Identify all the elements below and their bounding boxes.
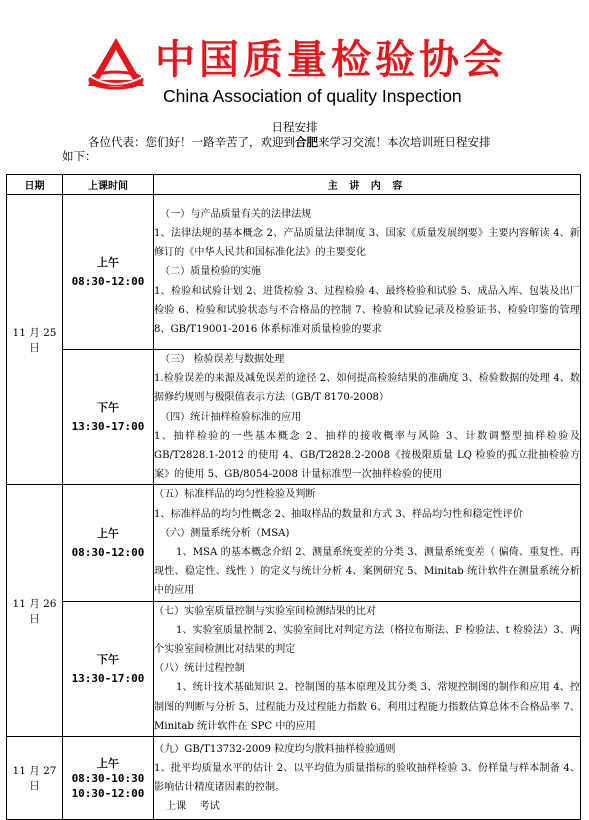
schedule-table (6, 174, 581, 820)
table-row (7, 485, 581, 601)
section-body: 1、检验和试验计划 2、进货检验 3、过程检验 4、最终检验和试验 5、成品入库、包装及出厂检验 6、检验和试验状态与不合格品的控制 7、检验和试验记录及检验证书、检验印鉴的管理 8、GB/T19001-2016 体系标准对质量检验的要求 (154, 285, 580, 335)
period-label: 下午 (97, 652, 119, 666)
header-date: 日期 (7, 175, 63, 195)
section-body: 1、统计技术基础知识 2、控制图的基本原理及其分类 3、常规控制图的制作和应用 4、控制图的判断与分析 5、过程能力及过程能力指数 6、利用过程能力指数估算总体不合格品率 7、Minitab 统计软件在 SPC 中的应用 (154, 682, 580, 732)
time-range: 08:30-12:00 (71, 546, 145, 560)
content-cell (154, 350, 581, 485)
greeting-line2: 如下： (62, 149, 97, 163)
content-cell (154, 485, 581, 601)
time-cell (63, 737, 154, 820)
section-body: 1、标准样品的均匀性概念 2、抽取样品的数量和方式 3、样品均匀性和稳定性评价 (154, 508, 523, 520)
header-time: 上课时间 (63, 175, 154, 195)
section-body: 1、抽样检验的一些基本概念 2、抽样的接收概率与风险 3、计数调整型抽样检验及 GB/T2828.1-2012 的使用 4、GB/T2828.2-2008《按极限质量 LQ 检验的孤立批抽检验方案》的使用 5、GB/8054-2008 计量标准型一次抽样检验的使用 (154, 430, 580, 481)
time-cell (63, 350, 154, 485)
header-content: 主 讲 内 容 (154, 175, 581, 195)
greeting (88, 135, 491, 149)
letterhead (0, 0, 589, 112)
content-cell (154, 601, 581, 736)
period-label: 上午 (97, 527, 119, 541)
table-header-row (7, 175, 581, 195)
table-row (7, 737, 581, 820)
greeting-part1: 各位代表：您们好！一路辛苦了，欢迎到 (88, 135, 295, 149)
org-name-zh: 中国质量检验协会 (155, 37, 507, 83)
time-cell (63, 485, 154, 601)
section-heading: （二）质量检验的实施 (160, 266, 261, 278)
table-row (7, 195, 581, 350)
class-exam-note: 上课 考试 (166, 801, 220, 813)
time-range: 13:30-17:00 (71, 420, 145, 434)
section-heading: （五）标准样品的均匀性检验及判断 (154, 489, 316, 501)
period-label: 上午 (97, 756, 119, 770)
time-range: 08:30-10:30 (71, 771, 145, 785)
section-heading: （一）与产品质量有关的法律法规 (160, 208, 312, 220)
section-body: 1、实验室质量控制 2、实验室间比对判定方法（格拉布斯法、F 检验法、t 检验法）3、两个实验室间检测比对结果的判定 (154, 624, 580, 656)
section-heading: （七）实验室质量控制与实验室间检测结果的比对 (154, 605, 377, 617)
doc-title: 日程安排 (271, 120, 318, 134)
section-body: 1、MSA 的基本概念介绍 2、测量系统变差的分类 3、测量系统变差（ 偏倚、重复性、再现性、稳定性、线性 ）的定义与统计分析 4、案例研究 5、Minitab 统计软件在测量系统分析中的应用 (154, 547, 580, 597)
time-range: 08:30-12:00 (71, 275, 145, 288)
content-cell (154, 737, 581, 820)
greeting-part2: 来学习交流！本次培训班日程安排 (318, 135, 491, 149)
org-name-en: China Association of quality Inspection (163, 86, 462, 106)
section-body: 1、批平均质量水平的估计 2、以平均值为质量指标的验收抽样检验 3、份样量与样本制备 4、影响估计精度诸因素的控制。 (154, 762, 580, 794)
date-cell: 11 月 25 日 (7, 195, 63, 485)
section-heading: （四）统计抽样检验标准的应用 (160, 411, 302, 423)
triangle-arrow-logo-icon (86, 36, 150, 96)
section-heading: （六）测量系统分析（MSA) (160, 527, 290, 539)
greeting-city: 合肥 (295, 135, 318, 149)
date-cell: 11 月 27 日 (7, 737, 63, 820)
time-range: 13:30-17:00 (71, 671, 145, 685)
table-row (7, 601, 581, 736)
section-body: 1.检验误差的来源及减免误差的途径 2、如何提高检验结果的准确度 3、检验数据的处理 4、数据修约规则与极限值表示方法（GB/T 8170-2008） (154, 373, 580, 404)
date-cell: 11 月 26 日 (7, 485, 63, 737)
section-heading: （八）统计过程控制 (154, 663, 245, 675)
time-cell (63, 195, 154, 350)
section-heading: （九）GB/T13732-2009 粒度均匀散料抽样检验通则 (154, 743, 396, 755)
period-label: 下午 (97, 401, 119, 415)
content-cell (154, 195, 581, 350)
table-row (7, 350, 581, 485)
section-body: 1、法律法规的基本概念 2、产品质量法律制度 3、国家《质量发展纲要》主要内容解读 4、新修订的《中华人民共和国标准化法》的主要变化 (154, 227, 580, 259)
period-label: 上午 (97, 256, 119, 269)
time-cell (63, 601, 154, 736)
time-range-2: 10:30-12:00 (71, 786, 145, 800)
section-heading: （三） 检验误差与数据处理 (160, 354, 285, 365)
